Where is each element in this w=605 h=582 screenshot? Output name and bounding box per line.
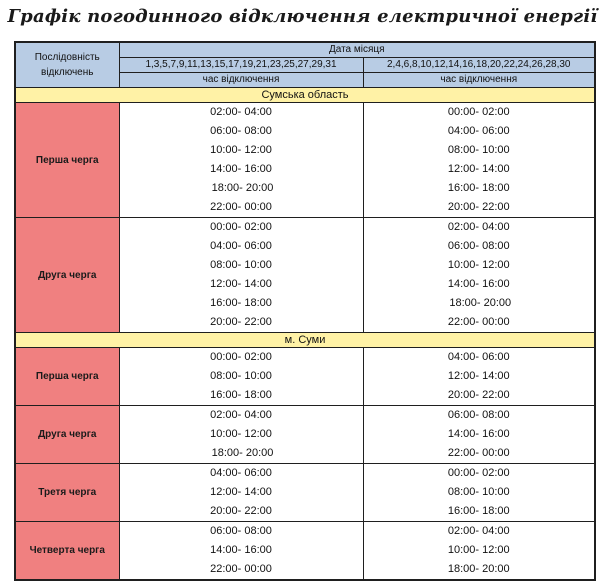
outage-time: 02:00- 04:00 (210, 409, 272, 421)
odd-times-cell (119, 103, 363, 218)
even-times-cell (363, 218, 595, 333)
outage-time: 22:00- 00:00 (210, 563, 272, 575)
outage-time: 10:00- 12:00 (210, 428, 272, 440)
outage-time: 02:00- 04:00 (447, 525, 510, 537)
outage-time: 06:00- 08:00 (210, 525, 272, 537)
outage-time: 20:00- 22:00 (210, 505, 272, 517)
outage-time: 20:00- 22:00 (447, 389, 510, 401)
outage-time: 04:00- 06:00 (447, 125, 510, 137)
page-title: Графік погодинного відключення електричної енергії (7, 6, 598, 27)
outage-time: 00:00- 02:00 (210, 351, 272, 363)
outage-time: 20:00- 22:00 (210, 316, 272, 328)
queue-row (15, 522, 595, 581)
outage-time: 16:00- 18:00 (210, 389, 272, 401)
outage-time: 18:00- 20:00 (447, 563, 510, 575)
outage-time: 08:00- 10:00 (210, 259, 272, 271)
queue-row (15, 348, 595, 406)
queue-name: Перша черга (15, 103, 119, 218)
outage-time: 08:00- 10:00 (210, 370, 272, 382)
queue-name: Четверта черга (15, 522, 119, 581)
even-times-cell (363, 406, 595, 464)
odd-times-cell (119, 406, 363, 464)
outage-time: 16:00- 18:00 (447, 182, 510, 194)
outage-time: 04:00- 06:00 (210, 467, 272, 479)
outage-time: 12:00- 14:00 (447, 163, 510, 175)
outage-time: 22:00- 00:00 (447, 316, 510, 328)
outage-time: 02:00- 04:00 (210, 106, 272, 118)
outage-time: 00:00- 02:00 (447, 106, 510, 118)
queue-name: Третя черга (15, 464, 119, 522)
even-time-header: час відключення (363, 73, 595, 88)
outage-time: 00:00- 02:00 (447, 467, 510, 479)
outage-time: 06:00- 08:00 (447, 409, 510, 421)
odd-time-header: час відключення (119, 73, 363, 88)
sequence-header: Послідовність відключень (15, 42, 119, 88)
outage-time: 22:00- 00:00 (210, 201, 272, 213)
even-times-cell (363, 348, 595, 406)
outage-time: 14:00- 16:00 (447, 428, 510, 440)
outage-time: 12:00- 14:00 (210, 486, 272, 498)
even-times-cell (363, 103, 595, 218)
even-times-cell (363, 522, 595, 581)
region-row: Сумська область (15, 88, 595, 103)
even-times-cell (363, 464, 595, 522)
outage-time: 10:00- 12:00 (447, 259, 510, 271)
queue-name: Друга черга (15, 218, 119, 333)
odd-times-cell (119, 348, 363, 406)
odd-times-cell (119, 464, 363, 522)
outage-time: 08:00- 10:00 (447, 486, 510, 498)
outage-time: 14:00- 16:00 (210, 163, 272, 175)
odd-times-cell (119, 218, 363, 333)
outage-time: 16:00- 18:00 (447, 505, 510, 517)
odd-times-cell (119, 522, 363, 581)
outage-time: 14:00- 16:00 (210, 544, 272, 556)
queue-name: Перша черга (15, 348, 119, 406)
date-header: Дата місяця (119, 42, 595, 58)
outage-time: 10:00- 12:00 (210, 144, 272, 156)
outage-time: 18:00- 20:00 (208, 182, 274, 194)
queue-row (15, 464, 595, 522)
outage-time: 02:00- 04:00 (447, 221, 510, 233)
outage-time: 18:00- 20:00 (208, 447, 274, 459)
outage-time: 08:00- 10:00 (447, 144, 510, 156)
even-dates-header: 2,4,6,8,10,12,14,16,18,20,22,24,26,28,30 (363, 58, 595, 73)
region-row: м. Суми (15, 333, 595, 348)
outage-time: 10:00- 12:00 (447, 544, 510, 556)
outage-time: 04:00- 06:00 (210, 240, 272, 252)
outage-time: 20:00- 22:00 (447, 201, 510, 213)
outage-time: 16:00- 18:00 (210, 297, 272, 309)
odd-dates-header: 1,3,5,7,9,11,13,15,17,19,21,23,25,27,29,31 (119, 58, 363, 73)
queue-row (15, 103, 595, 218)
outage-schedule-table (14, 41, 596, 581)
outage-time: 06:00- 08:00 (210, 125, 272, 137)
outage-time: 00:00- 02:00 (210, 221, 272, 233)
queue-row (15, 218, 595, 333)
outage-time: 12:00- 14:00 (447, 370, 510, 382)
outage-time: 18:00- 20:00 (446, 297, 512, 309)
outage-time: 14:00- 16:00 (447, 278, 510, 290)
outage-time: 06:00- 08:00 (447, 240, 510, 252)
outage-time: 04:00- 06:00 (447, 351, 510, 363)
outage-time: 12:00- 14:00 (210, 278, 272, 290)
outage-time: 22:00- 00:00 (447, 447, 510, 459)
queue-row (15, 406, 595, 464)
queue-name: Друга черга (15, 406, 119, 464)
